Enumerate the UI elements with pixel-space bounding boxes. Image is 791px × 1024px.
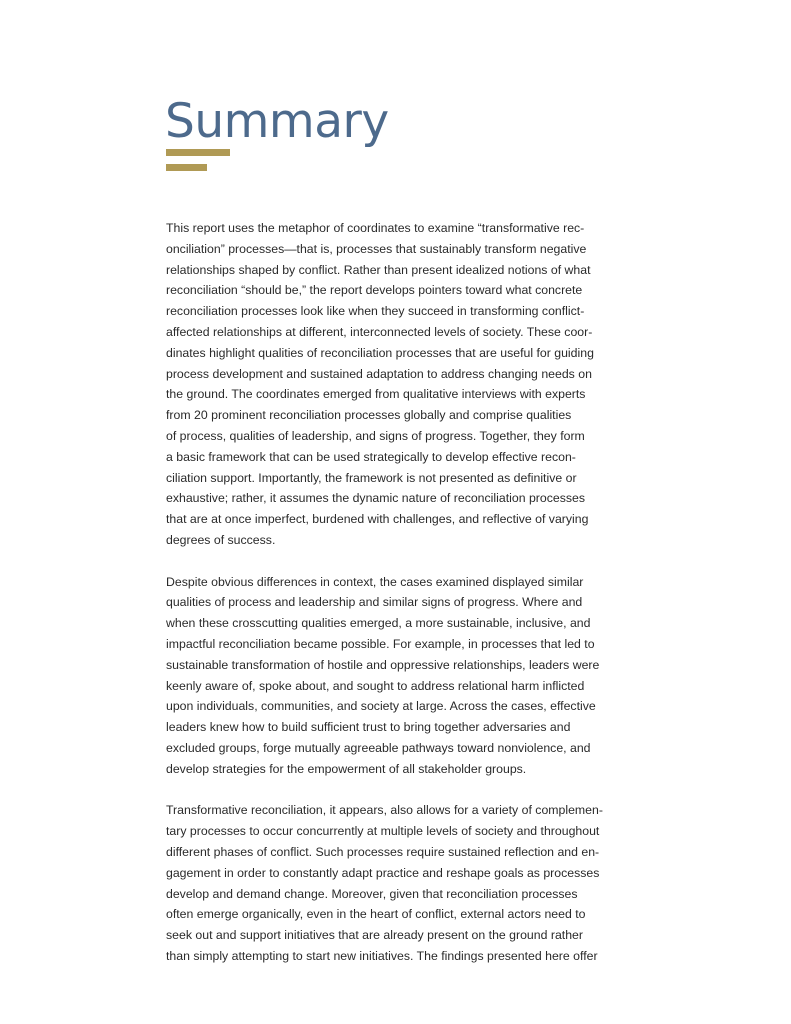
paragraph-3: [166, 800, 626, 966]
text-line: ciliation support. Importantly, the framework is not presented as definitive or: [166, 470, 577, 485]
text-line: when these crosscutting qualities emerged, a more sustainable, inclusive, and: [166, 616, 591, 631]
text-line: different phases of conflict. Such processes require sustained reflection and en-: [166, 844, 600, 859]
text-line: Transformative reconciliation, it appears, also allows for a variety of complemen-: [166, 803, 603, 818]
text-line: keenly aware of, spoke about, and sought to address relational harm inflicted: [166, 678, 585, 693]
text-line: relationships shaped by conflict. Rather than present idealized notions of what: [166, 262, 591, 277]
text-line: the ground. The coordinates emerged from qualitative interviews with experts: [166, 387, 586, 402]
text-line: reconciliation “should be,” the report develops pointers toward what concrete: [166, 283, 583, 298]
text-line: degrees of success.: [166, 532, 276, 547]
text-line: a basic framework that can be used strategically to develop effective recon-: [166, 449, 576, 464]
text-line: qualities of process and leadership and similar signs of progress. Where and: [166, 595, 583, 610]
text-line: often emerge organically, even in the heart of conflict, external actors need to: [166, 907, 586, 922]
text-line: that are at once imperfect, burdened with challenges, and reflective of varying: [166, 512, 589, 527]
text-line: than simply attempting to start new initiatives. The findings presented here offer: [166, 948, 598, 963]
text-line: exhaustive; rather, it assumes the dynamic nature of reconciliation processes: [166, 491, 585, 506]
text-line: develop strategies for the empowerment of all stakeholder groups.: [166, 761, 527, 776]
page-title: Summary: [165, 94, 389, 149]
paragraph-1: [166, 218, 626, 551]
summary-body: [166, 218, 626, 987]
text-line: seek out and support initiatives that are already present on the ground rather: [166, 928, 583, 943]
text-line: reconciliation processes look like when they succeed in transforming conflict-: [166, 304, 585, 319]
text-line: tary processes to occur concurrently at multiple levels of society and throughout: [166, 824, 600, 839]
text-line: Despite obvious differences in context, the cases examined displayed similar: [166, 574, 584, 589]
title-underline-long: [166, 149, 230, 156]
text-line: dinates highlight qualities of reconciliation processes that are useful for guiding: [166, 345, 594, 360]
text-line: sustainable transformation of hostile and oppressive relationships, leaders were: [166, 657, 600, 672]
text-line: process development and sustained adaptation to address changing needs on: [166, 366, 592, 381]
text-line: excluded groups, forge mutually agreeable pathways toward nonviolence, and: [166, 740, 591, 755]
text-line: leaders knew how to build sufficient trust to bring together adversaries and: [166, 720, 571, 735]
text-line: from 20 prominent reconciliation processes globally and comprise qualities: [166, 408, 572, 423]
text-line: This report uses the metaphor of coordinates to examine “transformative rec-: [166, 221, 585, 235]
text-line: upon individuals, communities, and society at large. Across the cases, effective: [166, 699, 596, 714]
text-line: onciliation” processes—that is, processes that sustainably transform negative: [166, 241, 587, 256]
text-line: develop and demand change. Moreover, given that reconciliation processes: [166, 886, 578, 901]
text-line: of process, qualities of leadership, and signs of progress. Together, they form: [166, 428, 585, 443]
paragraph-2: [166, 572, 626, 780]
text-line: affected relationships at different, interconnected levels of society. These coor-: [166, 324, 593, 339]
text-line: impactful reconciliation became possible. For example, in processes that led to: [166, 636, 595, 651]
text-line: gagement in order to constantly adapt practice and reshape goals as processes: [166, 865, 600, 880]
title-underline-short: [166, 164, 207, 171]
